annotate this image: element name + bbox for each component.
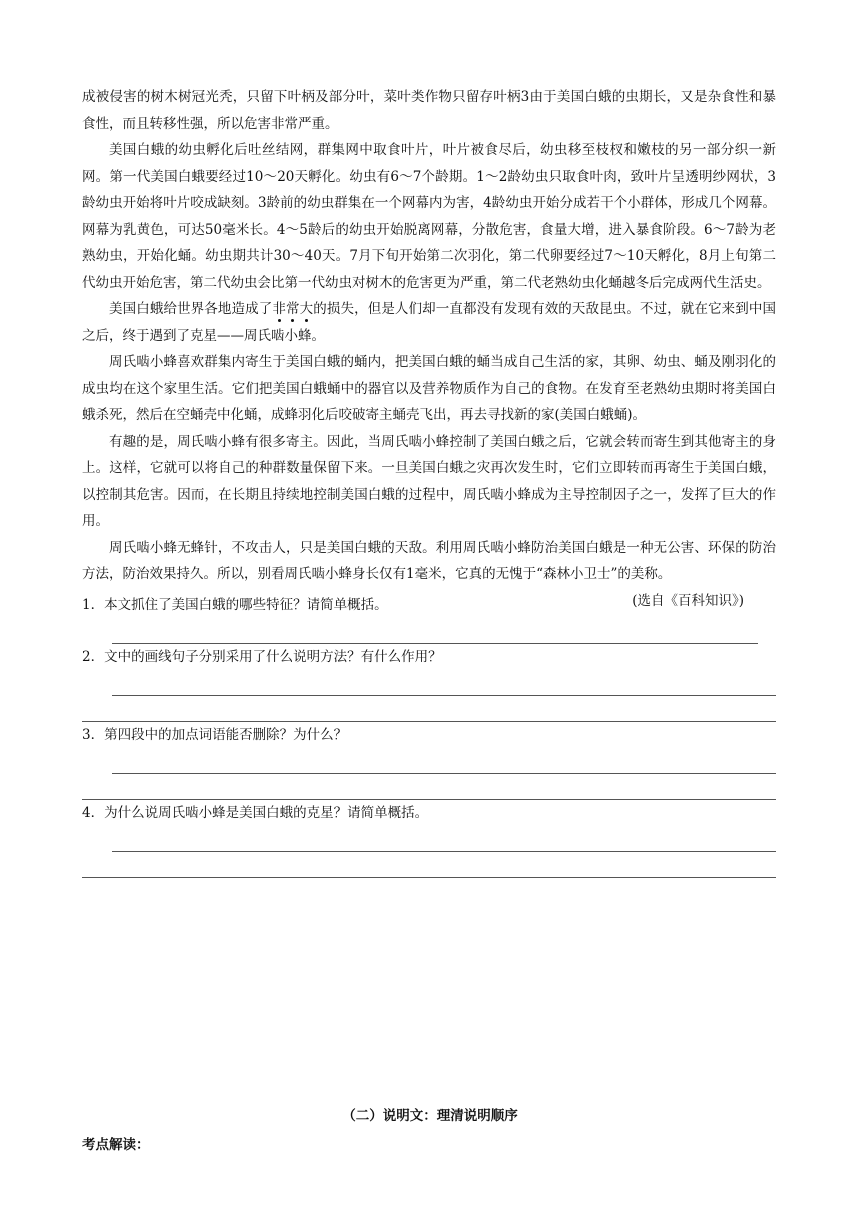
paragraph-2: 美国白蛾的幼虫孵化后吐丝结网，群集网中取食叶片，叶片被食尽后，幼虫移至枝杈和嫩枝的另一部分织一新网。第一代美国白蛾要经过10～20天孵化。幼虫有6～7个龄期。1～2龄幼虫只取食叶肉，致叶片呈透明纱网状，3龄幼虫开始将叶片咬成缺刻。3龄前的幼虫群集在一个网幕内为害，4龄幼虫开始分成若干个小群体，形成几个网幕。网幕为乳黄色，可达50毫米长。4～5龄后的幼虫开始脱离网幕，分散危害，食量大增，进入暴食阶段。6～7龄为老熟幼虫，开始化蛹。幼虫期共计30～40天。7月下旬开始第二次羽化，第二代卵要经过7～10天孵化，8月上旬第二代幼虫开始危害，第二代幼虫会比第一代幼虫对树木的危害更为严重，第二代老熟幼虫化蛹越冬后完成两代生活史。 xyxy=(82,142,776,291)
answer-line[interactable] xyxy=(112,618,758,644)
answer-line[interactable] xyxy=(82,696,776,722)
answer-line[interactable] xyxy=(112,826,776,852)
question-4: 4．为什么说周氏啮小蜂是美国白蛾的克星？请简单概括。 xyxy=(82,804,429,821)
question-1: 1．本文抓住了美国白蛾的哪些特征？请简单概括。 xyxy=(82,596,388,613)
dotted-character: 常 xyxy=(286,301,300,317)
paragraph-3-text-before: 美国白蛾给世界各地造成了 xyxy=(109,301,273,317)
paragraph-4: 周氏啮小蜂喜欢群集内寄生于美国白蛾的蛹内，把美国白蛾的蛹当成自己生活的家，其卵、幼虫、蛹及刚羽化的成虫均在这个家里生活。它们把美国白蛾蛹中的器官以及营养物质作为自己的食物。在发育至老熟幼虫期时将美国白蛾杀死，然后在空蛹壳中化蛹，成蜂羽化后咬破寄主蛹壳飞出，再去寻找新的家(美国白蛾蛹)。 xyxy=(82,354,776,423)
paragraph-3-text-after: 的损失，但是人们却一直都没有发现有效的天敌昆虫。不过，就在它来到中国之后，终于遇到了克星——周氏啮小蜂。 xyxy=(82,301,777,344)
answer-line[interactable] xyxy=(112,748,776,774)
dotted-character: 大 xyxy=(299,301,314,317)
paragraph-5: 有趣的是，周氏啮小蜂有很多寄主。因此，当周氏啮小蜂控制了美国白蛾之后，它就会转而寄生到其他寄主的身上。这样，它就可以将自己的种群数量保留下来。一旦美国白蛾之灾再次发生时，它们立即转而再寄生于美国白蛾，以控制其危害。因而，在长期且持续地控制美国白蛾的过程中，周氏啮小蜂成为主导控制因子之一，发挥了巨大的作用。 xyxy=(82,433,776,529)
reading-passage xyxy=(82,84,776,878)
kaodian-label: 考点解读： xyxy=(82,1137,150,1153)
paragraph-3 xyxy=(82,296,776,349)
source-citation: (选自《百科知识》) xyxy=(632,592,744,609)
section-title: （二）说明文：理清说明顺序 xyxy=(342,1108,518,1124)
question-3: 3．第四段中的加点词语能否删除？为什么？ xyxy=(82,726,348,743)
answer-line[interactable] xyxy=(112,670,776,696)
paragraph-6-text: 周氏啮小蜂无蜂针，不攻击人，只是美国白蛾的天敌。利用周氏啮小蜂防治美国白蛾是一种无公害、环保的防治方法，防治效果持久。所以，别看周氏啮小蜂身长仅有1毫米，它真的无愧于“森林小卫士”的美称。 xyxy=(82,539,776,582)
answer-line[interactable] xyxy=(82,852,776,878)
paragraph-1: 成被侵害的树木树冠光秃，只留下叶柄及部分叶，菜叶类作物只留存叶柄3由于美国白蛾的虫期长，又是杂食性和暴食性，而且转移性强，所以危害非常严重。 xyxy=(82,89,776,132)
question-2: 2．文中的画线句子分别采用了什么说明方法？有什么作用？ xyxy=(82,648,442,665)
answer-line[interactable] xyxy=(82,774,776,800)
dotted-character: 非 xyxy=(272,301,286,317)
